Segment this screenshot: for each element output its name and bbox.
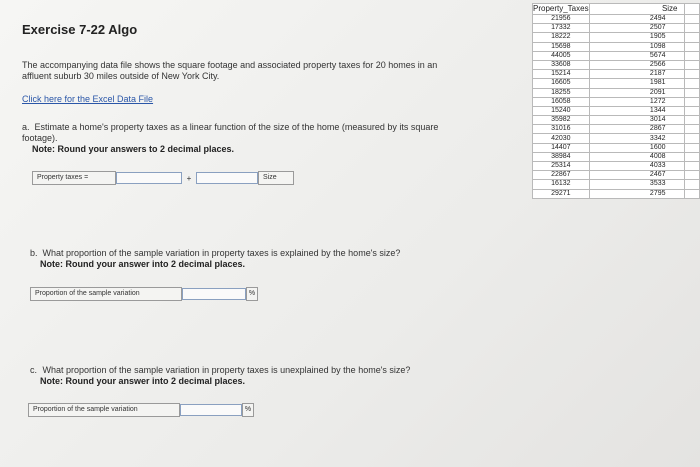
slope-input[interactable]: [196, 172, 258, 184]
property-taxes-label: Property taxes =: [32, 171, 116, 185]
column-header-empty: [684, 4, 700, 15]
size-cell: 2795: [589, 189, 684, 198]
property-taxes-cell: 31016: [533, 125, 590, 134]
question-c: [30, 365, 470, 387]
empty-cell: [684, 125, 700, 134]
size-cell: 4033: [589, 162, 684, 171]
empty-cell: [684, 189, 700, 198]
empty-cell: [684, 97, 700, 106]
property-taxes-cell: 15698: [533, 42, 590, 51]
property-taxes-cell: 15214: [533, 70, 590, 79]
empty-cell: [684, 180, 700, 189]
table-row: [533, 189, 700, 198]
table-row: [533, 152, 700, 161]
table-row: [533, 116, 700, 125]
table-row: [533, 24, 700, 33]
size-cell: 1098: [589, 42, 684, 51]
property-taxes-cell: 16605: [533, 79, 590, 88]
question-b-letter: b.: [30, 248, 38, 258]
empty-cell: [684, 79, 700, 88]
table-row: [533, 134, 700, 143]
empty-cell: [684, 171, 700, 180]
empty-cell: [684, 15, 700, 24]
size-cell: 2494: [589, 15, 684, 24]
empty-cell: [684, 33, 700, 42]
page-title: Exercise 7-22 Algo: [22, 22, 138, 37]
table-row: [533, 143, 700, 152]
size-cell: 2467: [589, 171, 684, 180]
data-table: [532, 3, 700, 199]
explained-variation-label: Proportion of the sample variation: [30, 287, 182, 301]
empty-cell: [684, 106, 700, 115]
property-taxes-cell: 33608: [533, 60, 590, 69]
size-cell: 2507: [589, 24, 684, 33]
unexplained-variation-label: Proportion of the sample variation: [28, 403, 180, 417]
size-cell: 2091: [589, 88, 684, 97]
table-header-row: [533, 4, 700, 15]
size-cell: 3342: [589, 134, 684, 143]
table-row: [533, 125, 700, 134]
size-cell: 1272: [589, 97, 684, 106]
size-label: Size: [258, 171, 294, 185]
question-c-letter: c.: [30, 365, 38, 375]
property-taxes-cell: 18222: [533, 33, 590, 42]
property-taxes-cell: 29271: [533, 189, 590, 198]
explained-variation-row: [30, 287, 258, 301]
column-header-size: Size: [589, 4, 684, 15]
size-cell: 1905: [589, 33, 684, 42]
table-row: [533, 171, 700, 180]
property-taxes-cell: 14407: [533, 143, 590, 152]
empty-cell: [684, 88, 700, 97]
unexplained-variation-input[interactable]: [180, 404, 242, 416]
question-a-text: Estimate a home's property taxes as a linear function of the size of the home (measured by its square footage).: [22, 122, 439, 143]
property-taxes-cell: 38984: [533, 152, 590, 161]
size-cell: 2566: [589, 60, 684, 69]
table-row: [533, 79, 700, 88]
property-taxes-cell: 35982: [533, 116, 590, 125]
size-cell: 5674: [589, 51, 684, 60]
unexplained-variation-row: [28, 403, 254, 417]
property-taxes-cell: 16132: [533, 180, 590, 189]
table-row: [533, 60, 700, 69]
property-taxes-cell: 21956: [533, 15, 590, 24]
property-taxes-cell: 22867: [533, 171, 590, 180]
size-cell: 1600: [589, 143, 684, 152]
intercept-input[interactable]: [116, 172, 182, 184]
question-c-note: Note: Round your answer into 2 decimal places.: [40, 376, 246, 386]
empty-cell: [684, 42, 700, 51]
table-row: [533, 15, 700, 24]
regression-equation-row: [32, 171, 294, 185]
table-row: [533, 42, 700, 51]
property-taxes-cell: 25314: [533, 162, 590, 171]
percent-unit: %: [246, 287, 258, 301]
property-taxes-cell: 17332: [533, 24, 590, 33]
property-taxes-cell: 15240: [533, 106, 590, 115]
property-taxes-cell: 18255: [533, 88, 590, 97]
size-cell: 4008: [589, 152, 684, 161]
table-row: [533, 33, 700, 42]
table-row: [533, 162, 700, 171]
empty-cell: [684, 143, 700, 152]
empty-cell: [684, 51, 700, 60]
empty-cell: [684, 152, 700, 161]
empty-cell: [684, 70, 700, 79]
empty-cell: [684, 24, 700, 33]
question-b-note: Note: Round your answer into 2 decimal places.: [40, 259, 246, 269]
percent-unit: %: [242, 403, 254, 417]
size-cell: 2867: [589, 125, 684, 134]
size-cell: 1344: [589, 106, 684, 115]
empty-cell: [684, 134, 700, 143]
question-b-text: What proportion of the sample variation in property taxes is explained by the home's size?: [42, 248, 401, 258]
question-b: [30, 248, 470, 270]
property-taxes-cell: 44005: [533, 51, 590, 60]
table-row: [533, 106, 700, 115]
intro-text: The accompanying data file shows the square footage and associated property taxes for 20 homes in an affluent suburb 30 miles outside of New York City.: [22, 60, 438, 81]
property-taxes-cell: 16058: [533, 97, 590, 106]
size-cell: 3533: [589, 180, 684, 189]
property-taxes-cell: 42030: [533, 134, 590, 143]
question-a: [22, 122, 472, 155]
size-cell: 2187: [589, 70, 684, 79]
table-row: [533, 180, 700, 189]
table-row: [533, 70, 700, 79]
column-header-property-taxes: Property_Taxes: [533, 4, 589, 13]
excel-data-link[interactable]: Click here for the Excel Data File: [22, 94, 154, 104]
empty-cell: [684, 60, 700, 69]
plus-sign: +: [186, 173, 192, 183]
empty-cell: [684, 116, 700, 125]
table-row: [533, 88, 700, 97]
size-cell: 1981: [589, 79, 684, 88]
question-a-letter: a.: [22, 122, 30, 132]
empty-cell: [684, 162, 700, 171]
question-c-text: What proportion of the sample variation in property taxes is unexplained by the home's size?: [42, 365, 411, 375]
question-a-note: Note: Round your answers to 2 decimal places.: [32, 144, 235, 154]
table-row: [533, 97, 700, 106]
explained-variation-input[interactable]: [182, 288, 246, 300]
size-cell: 3014: [589, 116, 684, 125]
table-row: [533, 51, 700, 60]
